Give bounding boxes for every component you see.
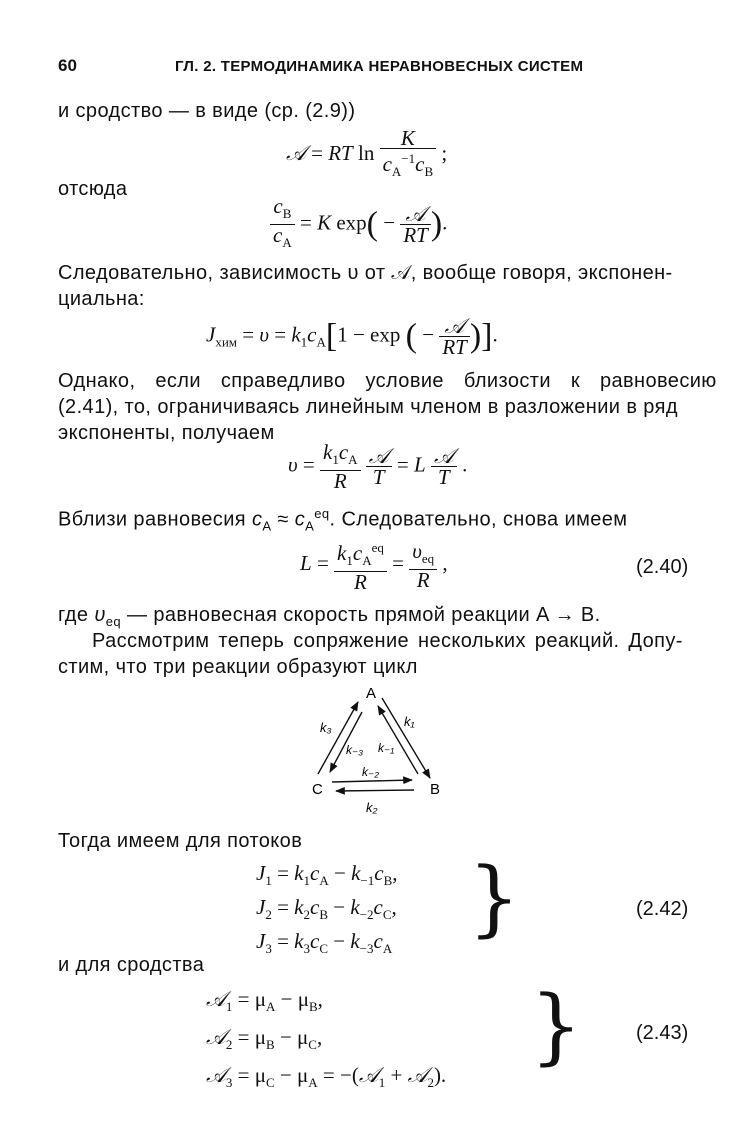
equation-number-2-43: (2.43) (636, 1022, 689, 1044)
arrow-k-2 (332, 780, 412, 782)
paragraph-near-equilibrium-2: (2.41), то, ограничиваясь линейным членом в разложении в ряд (58, 396, 678, 418)
running-title: ГЛ. 2. ТЕРМОДИНАМИКА НЕРАВНОВЕСНЫХ СИСТЕМ (175, 58, 584, 75)
flux-j2: $J_2 = k_2c_B - k_{-2}c_C$, (256, 895, 397, 923)
label-k3: k₃ (320, 720, 332, 735)
paragraph-hence: отсюда (58, 178, 128, 200)
vertex-b: B (430, 781, 441, 798)
paragraph-exponential-2: циальна: (58, 288, 145, 310)
paragraph-near-equilibrium-condition: Вблизи равновесия $c_A \approx c_A^{eq}$. Следовательно, снова имеем (58, 506, 628, 534)
equation-linear-rate: υ = $\frac{k_1c_A}{R}$ $\frac{\text{𝒜}}{T}$ = L $\frac{\text{𝒜}}{T}$ . (288, 440, 468, 494)
paragraph-affinity-intro: и сродство — в виде (ср. (2.9)) (58, 100, 356, 122)
equation-2-42 (256, 860, 397, 963)
paragraph-exponential-1: Следовательно, зависимость υ от 𝒜, вообще говоря, экспонен- (58, 262, 673, 284)
equation-2-40: L = $\frac{k_1c_A^{eq}}{R}$ = $\frac{\upsilon_{eq}}{R}$ , (300, 538, 448, 595)
page-number: 60 (58, 56, 77, 75)
arrow-k1 (382, 698, 430, 778)
label-k-2: k₋₂ (362, 765, 379, 779)
brace-2-42: } (468, 851, 521, 946)
flux-j1: $J_1 = k_1c_A - k_{-1}c_B$, (256, 861, 398, 889)
equation-2-43 (206, 984, 446, 1099)
paragraph-near-equilibrium-1: Однако, если справедливо условие близости к равновесию (58, 370, 717, 392)
vertex-c: C (312, 781, 323, 798)
paragraph-coupling-2: стим, что три реакции образуют цикл (58, 656, 418, 678)
brace-2-43: } (530, 979, 583, 1074)
flux-j3: $J_3 = k_3c_C - k_{-3}c_A$ (256, 929, 393, 957)
arrow-k2 (336, 790, 414, 791)
arrow-k3 (318, 702, 358, 774)
paragraph-near-equilibrium-3: экспоненты, получаем (58, 422, 275, 444)
label-k2: k₂ (366, 800, 378, 815)
reaction-cycle-diagram (300, 680, 450, 820)
arrow-k-3 (330, 712, 362, 772)
label-k-3: k₋₃ (346, 743, 364, 757)
vertex-a: A (366, 685, 377, 702)
paragraph-fluxes: Тогда имеем для потоков (58, 830, 303, 852)
paragraph-equilibrium-rate: где $\upsilon_{eq}$ — равновесная скорость прямой реакции A → B. (58, 604, 601, 629)
paragraph-affinities: и для сродства (58, 954, 205, 976)
affinity-2: 𝒜$_2$ = $\mu_B - \mu_C$, (206, 1025, 323, 1053)
affinity-3: 𝒜$_3$ = $\mu_C - \mu_A$ = −(𝒜$_1$ + 𝒜$_2$). (206, 1063, 447, 1091)
equation-number-2-42: (2.42) (636, 898, 689, 920)
equation-concentration-ratio: $\frac{c_B}{c_A}$ = K exp( − $\frac{\text{𝒜}}{RT}$ ). (270, 196, 447, 253)
label-k1: k₁ (404, 714, 415, 729)
equation-number-2-40: (2.40) (636, 556, 689, 578)
equation-affinity: 𝒜 = RT ln $\frac{K}{c_A^{-1}c_B}$ ; (286, 126, 448, 180)
label-k-1: k₋₁ (378, 741, 395, 755)
paragraph-coupling-1: Рассмотрим теперь сопряжение нескольких реакций. Допу- (92, 630, 683, 652)
affinity-1: 𝒜$_1$ = $\mu_A - \mu_B$, (206, 987, 323, 1015)
equation-chemical-flux: $J_{хим} = \upsilon = k_1c_A[1 - \exp$ ( − $\frac{\text{𝒜}}{RT}$ )]. (206, 314, 498, 359)
